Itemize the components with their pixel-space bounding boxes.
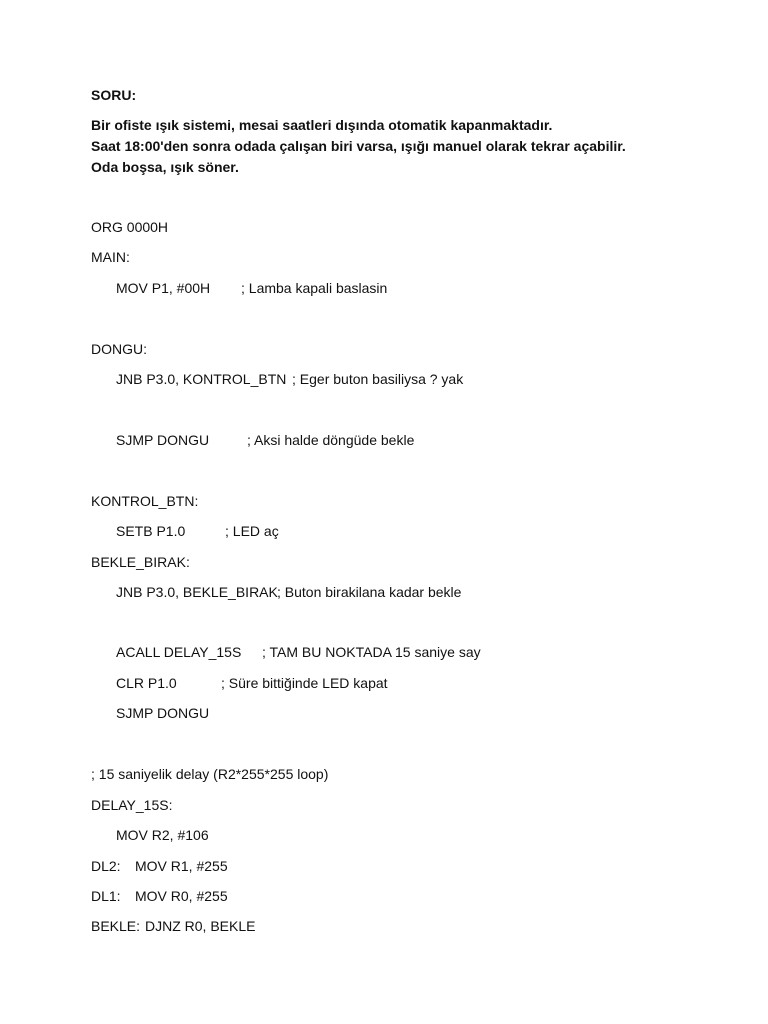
label-dl2: DL2: <box>91 858 121 874</box>
comment-clr: ; Süre bittiğinde LED kapat <box>221 675 388 691</box>
label-dl1: DL1: <box>91 888 121 904</box>
comment-jnb-bekle: ; Buton birakilana kadar bekle <box>277 584 462 600</box>
instr-setb: SETB P1.0 <box>116 523 186 539</box>
comment-delay-header: ; 15 saniyelik delay (R2*255*255 loop) <box>91 766 329 782</box>
label-dongu: DONGU: <box>91 341 147 357</box>
instr-jnb-kontrol: JNB P3.0, KONTROL_BTN <box>116 371 287 387</box>
label-delay-15s: DELAY_15S: <box>91 797 173 813</box>
question-heading: SORU: <box>91 87 137 103</box>
instr-mov-r1: MOV R1, #255 <box>135 858 228 874</box>
comment-setb: ; LED aç <box>225 523 279 539</box>
label-kontrol-btn: KONTROL_BTN: <box>91 493 199 509</box>
instr-mov-r2: MOV R2, #106 <box>116 827 209 843</box>
instr-sjmp-dongu: SJMP DONGU <box>116 432 210 448</box>
comment-sjmp-dongu: ; Aksi halde döngüde bekle <box>247 432 415 448</box>
question-line-2: Saat 18:00'den sonra odada çalışan biri varsa, ışığı manuel olarak tekrar açabilir. <box>91 138 626 154</box>
comment-jnb-kontrol: ; Eger buton basiliysa ? yak <box>292 371 464 387</box>
instr-jnb-bekle: JNB P3.0, BEKLE_BIRAK <box>116 584 278 600</box>
label-bekle-birak: BEKLE_BIRAK: <box>91 554 190 570</box>
instr-acall: ACALL DELAY_15S <box>116 644 242 660</box>
label-bekle: BEKLE: <box>91 918 141 934</box>
label-main: MAIN: <box>91 249 130 265</box>
question-line-3: Oda boşsa, ışık söner. <box>91 159 239 175</box>
instr-djnz: DJNZ R0, BEKLE <box>145 918 256 934</box>
instr-clr: CLR P1.0 <box>116 675 177 691</box>
instr-mov-p1: MOV P1, #00H <box>116 280 211 296</box>
code-org: ORG 0000H <box>91 219 169 235</box>
instr-mov-r0: MOV R0, #255 <box>135 888 228 904</box>
instr-sjmp-dongu-2: SJMP DONGU <box>116 705 210 721</box>
question-line-1: Bir ofiste ışık sistemi, mesai saatleri dışında otomatik kapanmaktadır. <box>91 117 553 133</box>
comment-acall: ; TAM BU NOKTADA 15 saniye say <box>262 644 481 660</box>
comment-mov-p1: ; Lamba kapali baslasin <box>241 280 388 296</box>
